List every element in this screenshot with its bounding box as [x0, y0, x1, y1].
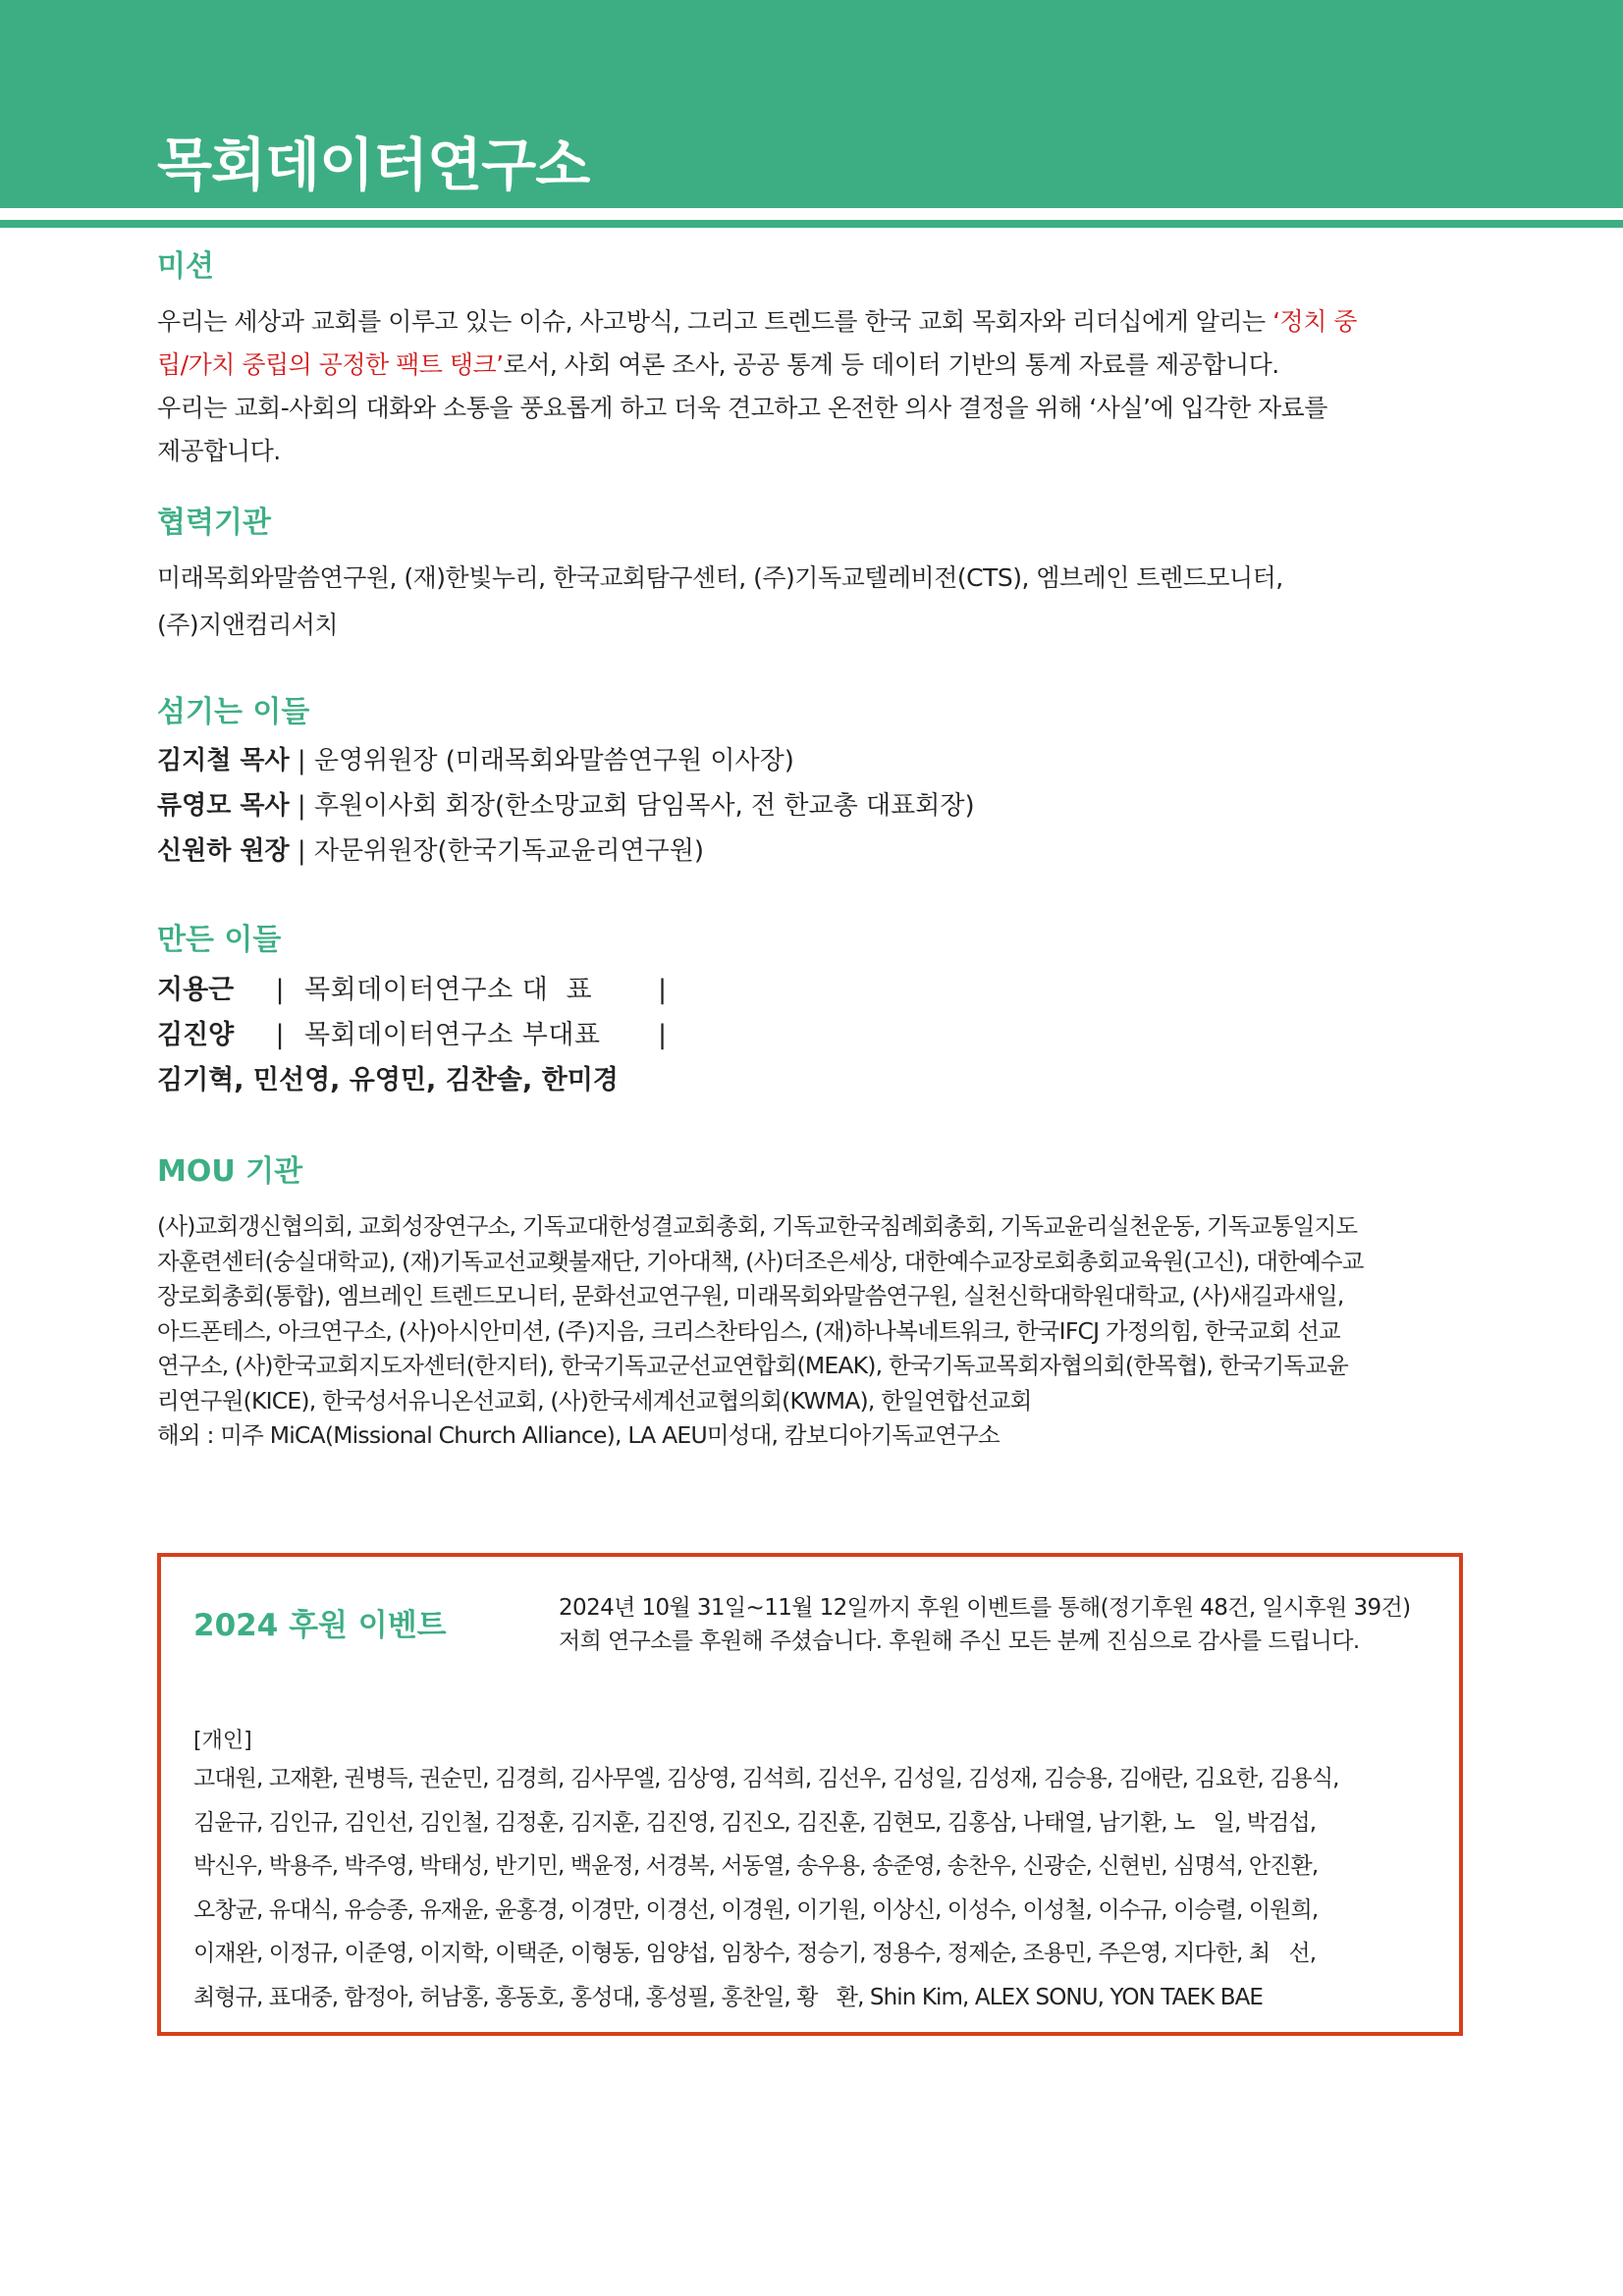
partners-line-2: (주)지앤컴리서치 — [157, 611, 339, 639]
donor-line: 최형규, 표대중, 함정아, 허남홍, 홍동호, 홍성대, 홍성필, 홍찬일, 황 환, Shin Kim, ALEX SONU, YON TAEK BAE — [193, 1984, 1264, 2010]
mission-heading: 미션 — [157, 249, 214, 284]
servant-row — [157, 738, 1473, 783]
partners-heading: 협력기관 — [157, 506, 271, 540]
maker-separator-end: | — [658, 975, 668, 1005]
maker-role: 목회데이터연구소 부대표 — [304, 1020, 601, 1050]
sponsor-event-box — [157, 1553, 1463, 2036]
partners-line-1: 미래목회와말씀연구원, (재)한빛누리, 한국교회탐구센터, (주)기독교텔레비전(CTS), 엠브레인 트렌드모니터, — [157, 563, 1283, 592]
mission-line-2 — [157, 344, 1473, 387]
maker-role: 목회데이터연구소 대 표 — [304, 975, 593, 1005]
maker-separator: | — [275, 1020, 285, 1050]
mission-text: 로서, 사회 여론 조사, 공공 통계 등 데이터 기반의 통계 자료를 제공합니다. — [503, 350, 1279, 379]
donor-category-label: [개인] — [193, 1729, 252, 1753]
mou-line: 리연구원(KICE), 한국성서유니온선교회, (사)한국세계선교협의회(KWMA), 한일연합선교회 — [157, 1386, 1032, 1415]
event-desc-line: 2024년 10월 31일~11월 12일까지 후원 이벤트를 통해(정기후원 48건, 일시후원 39건) — [559, 1595, 1411, 1621]
mou-line-overseas: 해외 : 미주 MiCA(Missional Church Alliance), LA AEU미성대, 캄보디아기독교연구소 — [157, 1421, 1000, 1449]
mission-body — [157, 300, 1473, 473]
mou-line: 자훈련센터(숭실대학교), (재)기독교선교횃불재단, 기아대책, (사)더조은세상, 대한예수교장로회총회교육원(고신), 대한예수교 — [157, 1247, 1364, 1275]
header-divider — [0, 220, 1623, 228]
mou-line: 아드폰테스, 아크연구소, (사)아시안미션, (주)지음, 크리스찬타임스, (재)하나복네트워크, 한국IFCJ 가정의힘, 한국교회 선교 — [157, 1316, 1340, 1345]
donor-line: 고대원, 고재환, 권병득, 권순민, 김경희, 김사무엘, 김상영, 김석희, 김선우, 김성일, 김성재, 김승용, 김애란, 김요한, 김용식, — [193, 1766, 1339, 1791]
mission-section — [157, 247, 1473, 473]
maker-separator: | — [275, 975, 285, 1005]
donor-line: 김윤규, 김인규, 김인선, 김인철, 김정훈, 김지훈, 김진영, 김진오, 김진훈, 김현모, 김홍삼, 나태열, 남기환, 노 일, 박검섭, — [193, 1809, 1317, 1836]
donor-line: 이재완, 이정규, 이준영, 이지학, 이택준, 이형동, 임양섭, 임창수, 정승기, 정용수, 정제순, 조용민, 주은영, 지다한, 최 선, — [193, 1941, 1317, 1966]
maker-others: 김기혁, 민선영, 유영민, 김찬솔, 한미경 — [157, 1065, 619, 1095]
mission-highlight: 립/가치 중립의 공정한 팩트 탱크’ — [157, 350, 504, 379]
mission-highlight: ‘정치 중 — [1272, 307, 1357, 336]
mou-section — [157, 1152, 1473, 1454]
makers-section — [157, 921, 1473, 1103]
event-description — [559, 1591, 1442, 1658]
maker-row — [157, 968, 1473, 1013]
servant-role: | 후원이사회 회장(한소망교회 담임목사, 전 한교총 대표회장) — [289, 791, 975, 821]
servant-name: 류영모 목사 — [157, 791, 290, 821]
mission-line-3: 우리는 교회-사회의 대화와 소통을 풍요롭게 하고 더욱 견고하고 온전한 의사 결정을 위해 ‘사실’에 입각한 자료를 — [157, 394, 1327, 422]
mission-line-1 — [157, 300, 1473, 344]
mou-heading: MOU 기관 — [157, 1154, 303, 1189]
servants-section — [157, 693, 1473, 874]
servant-name: 김지철 목사 — [157, 746, 290, 775]
mou-line: 장로회총회(통합), 엠브레인 트렌드모니터, 문화선교연구원, 미래목회와말씀연구원, 실천신학대학원대학교, (사)새길과새일, — [157, 1282, 1344, 1309]
page-title: 목회데이터연구소 — [157, 132, 590, 198]
partners-section — [157, 504, 1473, 649]
servants-heading: 섬기는 이들 — [157, 695, 310, 729]
servant-role: | 운영위원장 (미래목회와말씀연구원 이사장) — [289, 746, 794, 775]
donor-list — [193, 1757, 1450, 2019]
donor-line: 오창균, 유대식, 유승종, 유재윤, 윤홍경, 이경만, 이경선, 이경원, 이기원, 이상신, 이성수, 이성철, 이수규, 이승렬, 이원희, — [193, 1896, 1319, 1923]
event-title: 2024 후원 이벤트 — [193, 1608, 447, 1643]
servant-row — [157, 783, 1473, 828]
maker-row — [157, 1013, 1473, 1058]
servant-role: | 자문위원장(한국기독교윤리연구원) — [289, 836, 704, 866]
makers-heading: 만든 이들 — [157, 923, 282, 957]
maker-separator-end: | — [658, 1020, 668, 1050]
maker-name: 김진양 — [157, 1020, 235, 1050]
donor-line: 박신우, 박용주, 박주영, 박태성, 반기민, 백윤정, 서경복, 서동열, 송우용, 송준영, 송찬우, 신광순, 신현빈, 심명석, 안진환, — [193, 1853, 1319, 1879]
mission-line-4: 제공합니다. — [157, 437, 281, 465]
maker-name: 지용근 — [157, 975, 235, 1005]
mou-line: 연구소, (사)한국교회지도자센터(한지터), 한국기독교군선교연합회(MEAK), 한국기독교목회자협의회(한목협), 한국기독교윤 — [157, 1352, 1349, 1379]
event-desc-line: 저희 연구소를 후원해 주셨습니다. 후원해 주신 모든 분께 진심으로 감사를 드립니다. — [559, 1629, 1360, 1654]
mou-line: (사)교회갱신협의회, 교회성장연구소, 기독교대한성결교회총회, 기독교한국침례회총회, 기독교윤리실천운동, 기독교통일지도 — [157, 1212, 1358, 1240]
mission-text: 우리는 세상과 교회를 이루고 있는 이슈, 사고방식, 그리고 트렌드를 한국 교회 목회자와 리더십에게 알리는 — [157, 307, 1273, 336]
servant-row — [157, 828, 1473, 874]
servant-name: 신원하 원장 — [157, 836, 290, 866]
